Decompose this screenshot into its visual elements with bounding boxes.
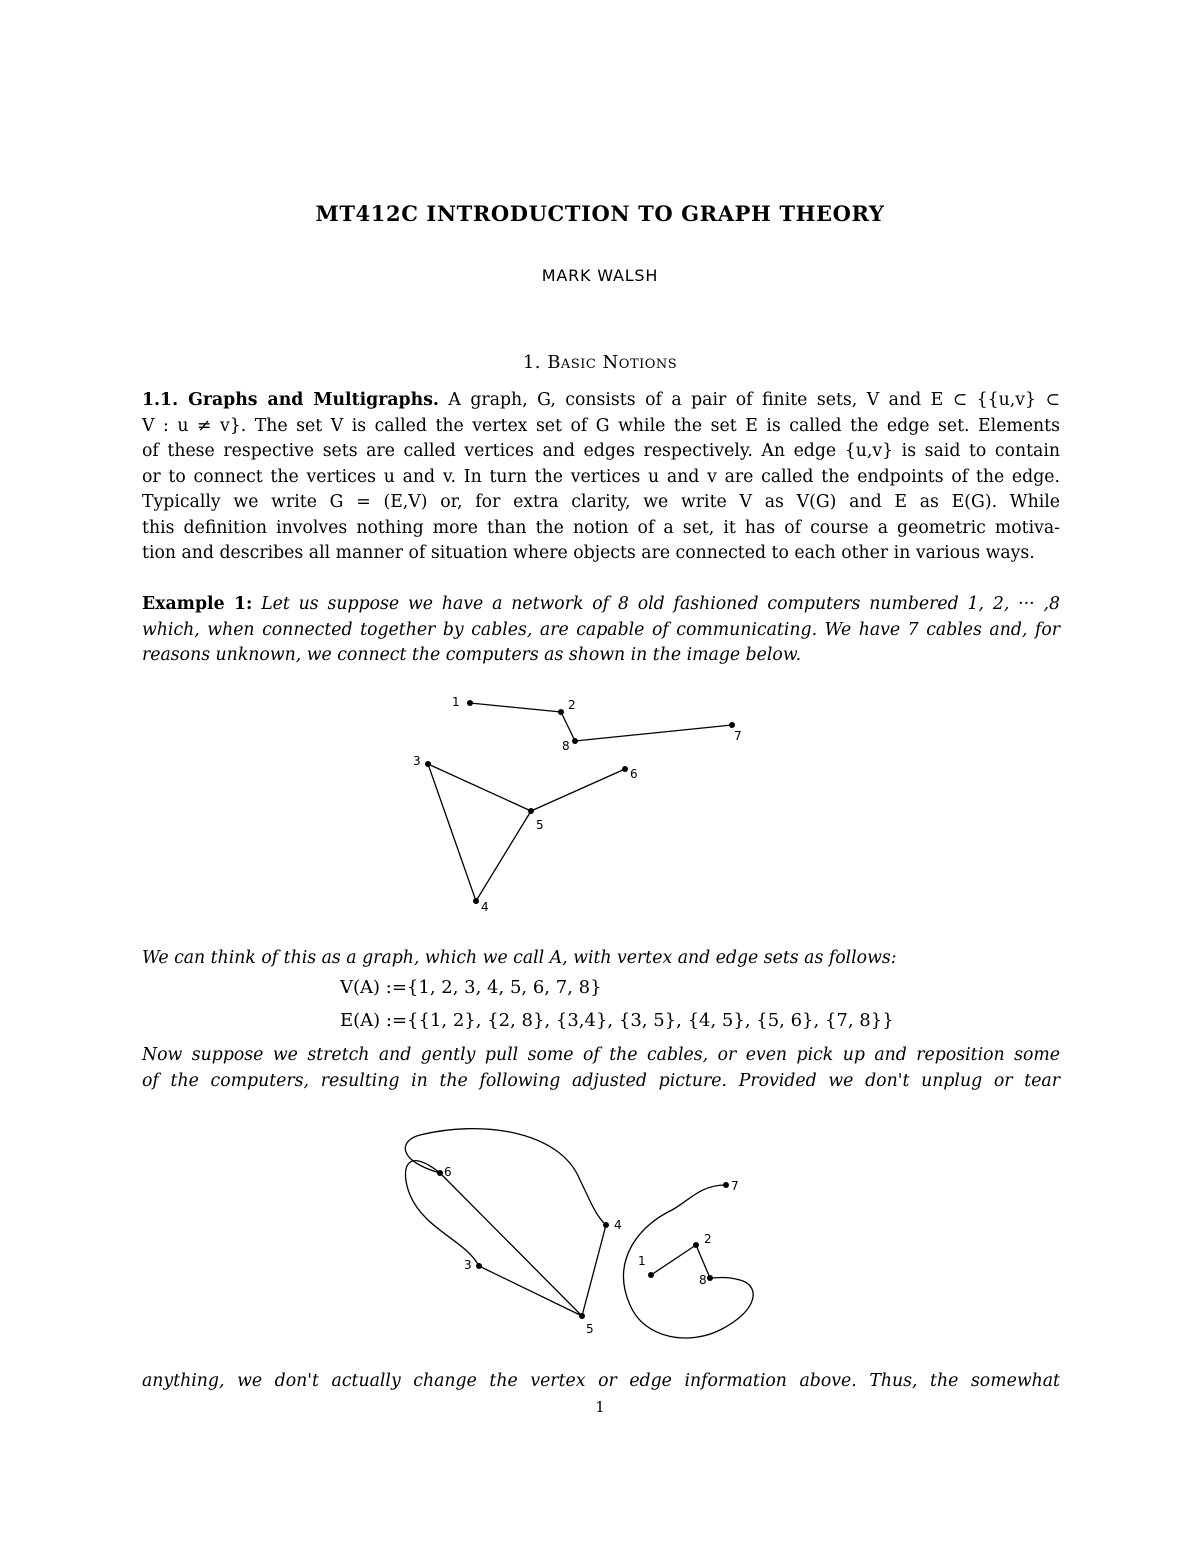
edge-6-4 [405, 1129, 606, 1225]
vertex-6 [437, 1170, 443, 1176]
page-number: 1 [595, 1398, 605, 1416]
example-label: Example 1: [142, 594, 253, 614]
edge-4-5 [582, 1225, 606, 1316]
paragraph-line: We can think of this as a graph, which we call A, with vertex and edge sets as follows: [142, 948, 897, 968]
vertex-3 [476, 1263, 482, 1269]
vertex-7 [723, 1182, 729, 1188]
paragraph-line: or to connect the vertices u and v. In turn the vertices u and v are called the endpoints of the edge. [142, 466, 1060, 487]
figure2-labels [444, 1165, 739, 1336]
paragraph-line: 1.1. Graphs and Multigraphs. A graph, G, consists of a pair of finite sets, V and E ⊂ {{u,v} ⊂ [142, 390, 1060, 410]
label-1: 1 [638, 1254, 646, 1268]
paragraph-line: Now suppose we stretch and gently pull some of the cables, or even pick up and reposition some [142, 1045, 1060, 1065]
edge-6-3 [405, 1161, 479, 1266]
label-2: 2 [704, 1232, 712, 1246]
figure2-edges [405, 1129, 753, 1338]
document-title: MT412C INTRODUCTION TO GRAPH THEORY [315, 201, 885, 226]
closing-paragraph [142, 1369, 1060, 1395]
paragraph-line: of these respective sets are called vertices and edges respectively. An edge {u,v} is said to contain [142, 441, 1060, 461]
label-6: 6 [444, 1165, 452, 1179]
paragraph-line: this definition involves nothing more than the notion of a set, it has of course a geometric motiva- [142, 517, 1060, 538]
label-7: 7 [731, 1179, 739, 1193]
label-1: 1 [452, 695, 460, 709]
label-3: 3 [464, 1258, 472, 1272]
label-8: 8 [699, 1273, 707, 1287]
subsection-heading: 1.1. Graphs and Multigraphs. [142, 390, 439, 410]
edge-1-2 [651, 1245, 696, 1275]
vertex-1 [648, 1272, 654, 1278]
vertex-set-equation: V(A) :={1, 2, 3, 4, 5, 6, 7, 8} [340, 977, 602, 998]
paragraph-line: anything, we don't actually change the vertex or edge information above. Thus, the somewhat [142, 1371, 1060, 1391]
label-7: 7 [734, 729, 742, 743]
vertex-4 [603, 1222, 609, 1228]
label-2: 2 [568, 698, 576, 712]
label-5: 5 [536, 818, 544, 832]
label-6: 6 [630, 767, 638, 781]
paragraph-line: tion and describes all manner of situation where objects are connected to each other in various ways. [142, 543, 1035, 563]
label-3: 3 [413, 754, 421, 768]
section-heading: 1. Basic Notions [522, 352, 678, 373]
paragraph-line: of the computers, resulting in the following adjusted picture. Provided we don't unplug or tear [142, 1070, 1060, 1091]
figure2-vertices [437, 1170, 729, 1319]
author-name: MARK WALSH [541, 266, 659, 285]
paragraph-line: V : u ≠ v}. The set V is called the vertex set of G while the set E is called the edge set. Elements [142, 415, 1060, 436]
vertex-8 [707, 1275, 713, 1281]
edge-3-5 [479, 1266, 582, 1316]
paragraph-line: reasons unknown, we connect the computers as shown in the image below. [142, 645, 802, 665]
paragraph-line: which, when connected together by cables, are capable of communicating. We have 7 cables and, for [142, 619, 1060, 640]
label-5: 5 [586, 1322, 594, 1336]
edge-set-equation: E(A) :={{1, 2}, {2, 8}, {3,4}, {3, 5}, {4, 5}, {5, 6}, {7, 8}} [340, 1010, 894, 1031]
label-8: 8 [562, 739, 570, 753]
vertex-5 [579, 1313, 585, 1319]
paragraph-line: Typically we write G = (E,V) or, for extra clarity, we write V as V(G) and E as E(G). While [142, 492, 1060, 512]
label-4: 4 [481, 900, 489, 914]
label-4: 4 [614, 1218, 622, 1232]
vertex-2 [693, 1242, 699, 1248]
edge-6-5 [440, 1173, 582, 1316]
paragraph-line: Example 1: Let us suppose we have a network of 8 old fashioned computers numbered 1, 2, ··· ,8 [142, 594, 1060, 614]
